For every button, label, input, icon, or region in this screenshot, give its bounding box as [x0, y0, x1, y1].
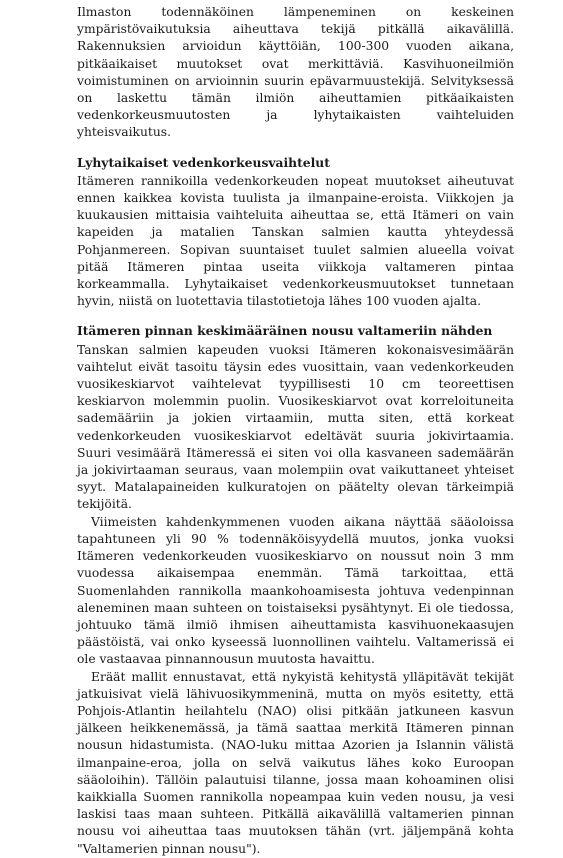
short-term-paragraph: Itämeren rannikoilla vedenkorkeuden nopeat muutokset aiheutuvat ennen kaikkea kovista tuulista ja ilmanpaine-eroista. Viikkojen ja kuukausien mittaisia vaihteluita aiheuttaa se, että Itämeri on vain kapeiden ja matalien Tanskan salmien kautta yhteydessä Pohjanmereen. Sopivan suuntaiset tuulet salmien alueella voivat pitää Itämeren pintaa useita viikkoja valtameren pintaa korkeammalla. Lyhytaikaiset vedenkorkeusmuutokset tunnetaan hyvin, niistä on luotettavia tilastotietoja lähes 100 vuoden ajalta. — [77, 173, 514, 309]
document-page — [77, 4, 514, 858]
section-heading-short-term: Lyhytaikaiset vedenkorkeusvaihtelut — [77, 154, 330, 170]
mean-rise-paragraph-2: Viimeisten kahdenkymmenen vuoden aikana näyttää sääoloissa tapahtuneen yli 90 % todennäköisyydellä muutos, jonka vuoksi Itämeren vedenkorkeuden vuosikeskiarvo on noussut noin 3 mm vuodessa aikaisempaa enemmän. Tämä tarkoittaa, että Suomenlahden rannikolla maankohoamisesta johtuva vedenpinnan aleneminen maan suhteen on toistaiseksi pysähtynyt. Ei ole tiedossa, johtuuko tämä ilmiö ihmisen aiheuttamista kasvihuonekaasujen päästöistä, vai onko kyseessä luonnollinen vaihtelu. Valtamerissä ei ole vastaavaa pinnannousun muutosta havaittu. — [77, 514, 514, 667]
mean-rise-paragraph-1: Tanskan salmien kapeuden vuoksi Itämeren kokonaisvesimäärän vaihtelut eivät tasoitu täysin edes vuosittain, vaan vedenkorkeuden vuosikeskiarvot vaihtelevat tyypillisesti 10 cm teoreettisen keskiarvon molemmin puolin. Vuosikeskiarvot ovat korreloituneita sademääriin ja jokien virtaamiin, mutta siten, että korkeat vedenkorkeuden vuosikeskiarvot edeltävät suuria jokivirtaamia. Suuri vesimäärä Itämeressä ei siten voi olla kasvaneen sademäärän ja jokivirtaaman seuraus, vaan molempiin ovat vaikuttaneet yhteiset syyt. Matalapaineiden kulkuratojen on päätelty olevan tärkeimpiä tekijöitä. — [77, 342, 514, 512]
section-heading-mean-rise: Itämeren pinnan keskimääräinen nousu valtameriin nähden — [77, 323, 493, 339]
mean-rise-paragraph-3: Eräät mallit ennustavat, että nykyistä kehitystä ylläpitävät tekijät jatkuisivat vielä lähivuosikymmeninä, mutta on myös esitetty, että Pohjois-Atlantin heilahtelu (NAO) olisi pitkään jatkuneen kasvun jälkeen heikkenemässä, ja tämä saattaa merkitä Itämeren pinnan nousun hidastumista. (NAO-luku mittaa Azorien ja Islannin välistä ilmanpaine-eroa, jolla on selvä vaikutus lähes koko Euroopan sääoloihin). Tällöin palautuisi tilanne, jossa maan kohoaminen olisi kaikkialla Suomen rannikolla nopeampaa kuin veden nousu, ja vesi laskisi taas maan suhteen. Pitkällä aikavälillä valtamerien pinnan nousu voi aiheuttaa taas muutoksen tähän (vrt. jäljempänä kohta "Valtamerien pinnan nousu"). — [77, 669, 514, 856]
intro-paragraph: Ilmaston todennäköinen lämpeneminen on keskeinen ympäristövaikutuksia aiheuttava tekijä pitkällä aikavälillä. Rakennuksien arvioidun käyttöiän, 100-300 vuoden aikana, pitkäaikaiset muutokset ovat merkittäviä. Kasvihuoneilmiön voimistuminen on arvioinnin suurin epävarmuustekijä. Selvityksessä on laskettu tämän ilmiön aiheuttamien pitkäaikaisten vedenkorkeusmuutosten ja lyhytaikaisten vaihteluiden yhteisvaikutus. — [77, 5, 514, 140]
